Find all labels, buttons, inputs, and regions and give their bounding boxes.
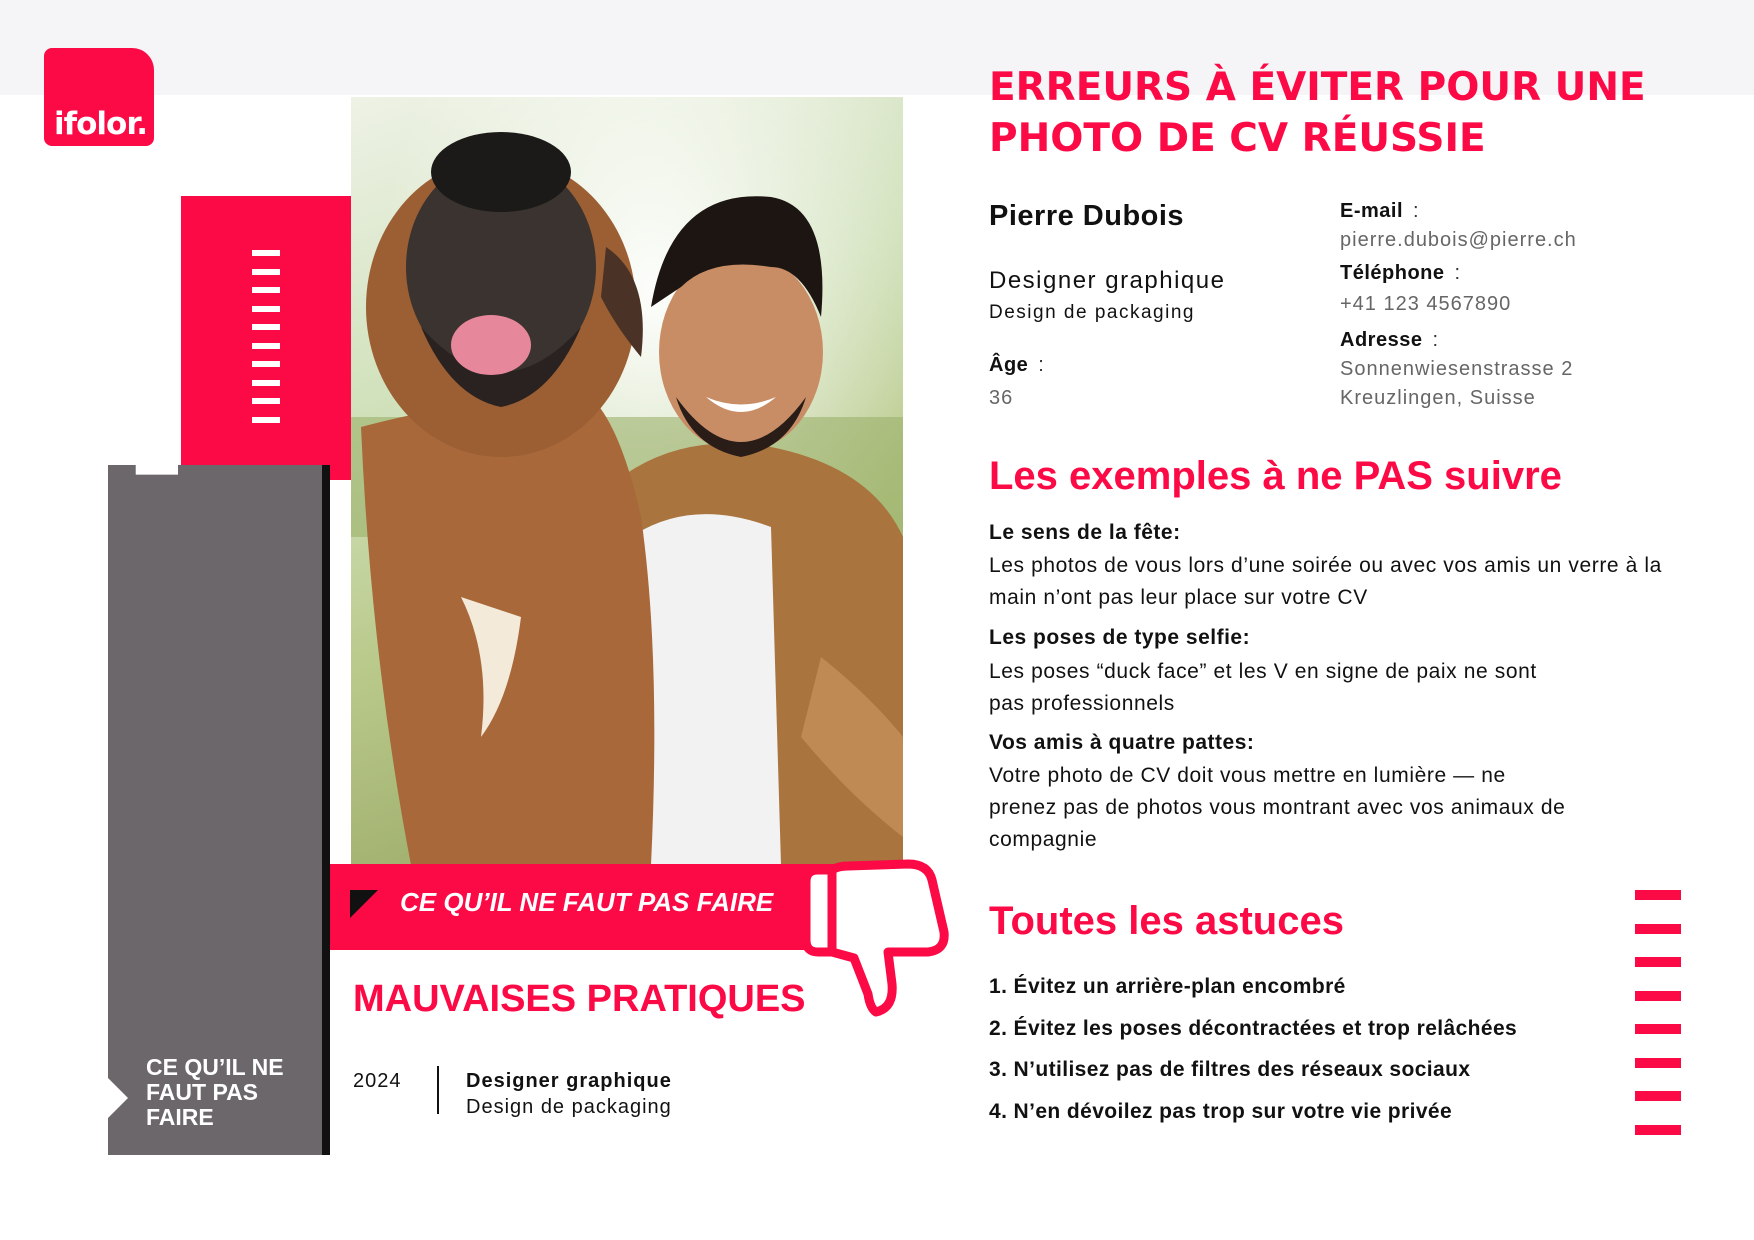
footer-role: Designer graphique — [466, 1070, 672, 1092]
section-title: MAUVAISES PRATIQUES — [353, 978, 806, 1020]
address-label: Adresse : — [1340, 329, 1439, 351]
example-body: Les photos de vous lors d’une soirée ou avec vos amis un verre à la main n’ont pas leur place sur votre CV — [989, 554, 1662, 609]
list-item: 2. Évitez les poses décontractées et trop relâchées — [989, 1016, 1518, 1040]
list-item: 4. N’en dévoilez pas trop sur votre vie privée — [989, 1099, 1453, 1123]
page-headline: ERREURS À ÉVITER POUR UNE PHOTO DE CV RÉUSSIE — [989, 65, 1646, 161]
email-label: E-mail : — [1340, 200, 1420, 222]
age-label: Âge : — [989, 354, 1045, 376]
phone-value[interactable]: +41 123 4567890 — [1340, 293, 1512, 315]
banner-corner — [350, 890, 378, 918]
email-value[interactable]: pierre.dubois@pierre.ch — [1340, 229, 1577, 251]
dont-banner-text: CE QU’IL NE FAUT PAS FAIRE — [400, 887, 774, 917]
logo-text: ifolor. — [54, 106, 147, 142]
red-stripes-decoration — [1635, 890, 1681, 1158]
selfie-with-dog-illustration — [351, 97, 903, 865]
vertical-title — [35, 140, 199, 480]
year: 2024 — [353, 1070, 402, 1092]
footer-divider — [437, 1066, 439, 1114]
vertical-title-line1: PHOTO — [42, 180, 110, 480]
email-label-text: E-mail — [1340, 200, 1404, 222]
arrow-notch — [108, 1078, 128, 1118]
footer-specialty: Design de packaging — [466, 1096, 672, 1118]
age-label-text: Âge — [989, 354, 1029, 376]
example-body: Les poses “duck face” et les V en signe de paix ne sont pas professionnels — [989, 660, 1537, 715]
white-stripes-decoration — [252, 250, 280, 436]
address-line1: Sonnenwiesenstrasse 2 — [1340, 358, 1574, 380]
list-item: 3. N’utilisez pas de filtres des réseaux sociaux — [989, 1058, 1471, 1081]
example-title: Le sens de la fête: — [989, 521, 1181, 544]
address-label-text: Adresse — [1340, 329, 1423, 351]
sidebar-bottom-label: CE QU’IL NE FAUT PAS FAIRE — [146, 1054, 284, 1130]
profile-job-specialty: Design de packaging — [989, 302, 1195, 323]
grey-side-panel — [108, 465, 330, 1155]
cv-photo-example — [351, 97, 903, 865]
example-title: Vos amis à quatre pattes: — [989, 731, 1255, 754]
tips-list — [989, 975, 1517, 1141]
profile-job: Designer graphique — [989, 267, 1226, 294]
thumbs-down-icon — [798, 858, 950, 1018]
vertical-title-line2: DE CV — [124, 214, 192, 480]
address-line2: Kreuzlingen, Suisse — [1340, 387, 1536, 409]
age-value: 36 — [989, 387, 1014, 409]
profile-name: Pierre Dubois — [989, 200, 1185, 232]
example-title: Les poses de type selfie: — [989, 626, 1251, 649]
example-body: Votre photo de CV doit vous mettre en lumière — ne prenez pas de photos vous montrant avec vos animaux de compagnie — [989, 764, 1566, 851]
phone-label-text: Téléphone — [1340, 262, 1445, 284]
examples-heading: Les exemples à ne PAS suivre — [989, 454, 1562, 498]
panel-edge — [322, 465, 330, 1155]
ifolor-logo[interactable] — [44, 48, 154, 146]
phone-label: Téléphone : — [1340, 262, 1461, 284]
tips-heading: Toutes les astuces — [989, 899, 1344, 943]
list-item: 1. Évitez un arrière-plan encombré — [989, 975, 1346, 998]
